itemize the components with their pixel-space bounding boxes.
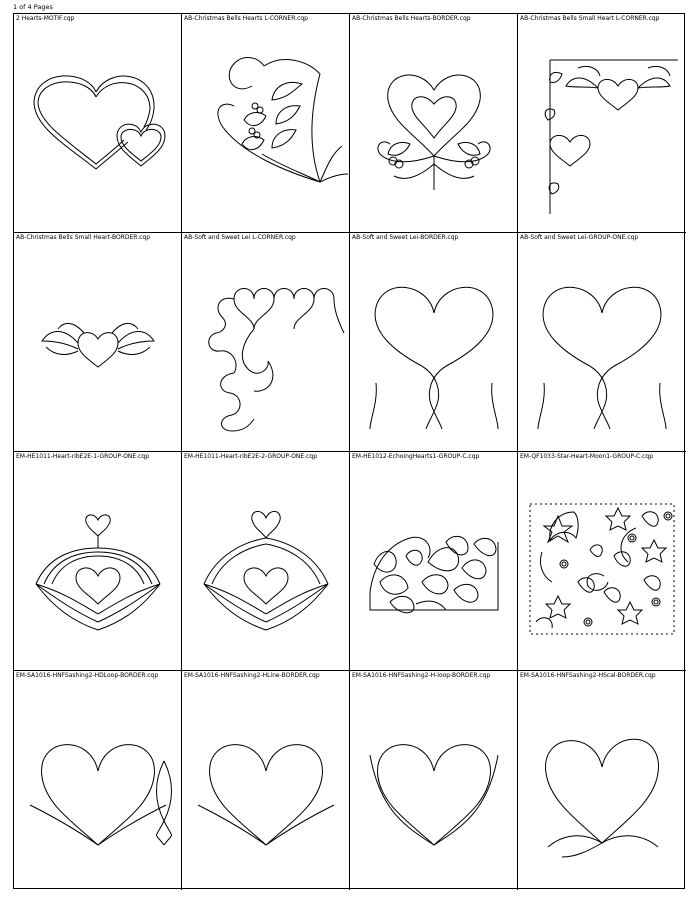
sashing-hdloop-icon <box>14 671 182 890</box>
design-filename: 2 Hearts-MOTIF.cqp <box>16 15 75 22</box>
design-cell[interactable] <box>518 671 686 890</box>
design-cell[interactable] <box>182 14 350 233</box>
design-filename: EM-SA1016-HNFSashing2-HLine-BORDER.cqp <box>184 672 320 679</box>
sashing-hscal-icon <box>518 671 686 890</box>
design-filename: EM-SA1016-HNFSashing2-H-loop-BORDER.cqp <box>352 672 491 679</box>
design-filename: EM-HE1012-EchoingHearts1-GROUP-C.cqp <box>352 453 480 460</box>
design-filename: AB-Christmas Bells Small Heart-BORDER.cqp <box>16 234 151 241</box>
design-cell[interactable] <box>182 233 350 452</box>
design-filename: EM-HE1011-Heart-ribE2E-1-GROUP-ONE.cqp <box>16 453 150 460</box>
design-filename: EM-QF1033-Star-Heart-Moon1-GROUP-C.cqp <box>520 453 654 460</box>
page-count: 1 of 4 Pages <box>13 3 53 11</box>
lei-corner-icon <box>182 233 350 452</box>
design-filename: EM-HE1011-Heart-ribE2E-2-GROUP-ONE.cqp <box>184 453 318 460</box>
sashing-hloop-icon <box>350 671 518 890</box>
design-filename: EM-SA1016-HNFSashing2-HScal-BORDER.cqp <box>520 672 656 679</box>
lei-border-icon <box>350 233 518 452</box>
design-filename: AB-Christmas Bells Hearts L-CORNER.cqp <box>184 15 308 22</box>
small-heart-border-icon <box>14 233 182 452</box>
design-cell[interactable] <box>350 452 518 671</box>
design-filename: EM-SA1016-HNFSashing2-HDLoop-BORDER.cqp <box>16 672 159 679</box>
bells-heart-border-icon <box>350 14 518 233</box>
design-cell[interactable] <box>350 671 518 890</box>
heart-rib-2-icon <box>182 452 350 671</box>
design-cell[interactable] <box>14 14 182 233</box>
hearts-motif-icon <box>14 14 182 233</box>
design-cell[interactable] <box>182 671 350 890</box>
design-cell[interactable] <box>350 14 518 233</box>
design-cell[interactable] <box>518 14 686 233</box>
design-cell[interactable] <box>518 452 686 671</box>
sashing-hline-icon <box>182 671 350 890</box>
echoing-hearts-icon <box>350 452 518 671</box>
design-cell[interactable] <box>182 452 350 671</box>
design-filename: AB-Soft and Sweet Lei-BORDER.cqp <box>352 234 459 241</box>
design-filename: AB-Christmas Bells Small Heart L-CORNER.cqp <box>520 15 660 22</box>
design-cell[interactable] <box>14 671 182 890</box>
design-cell[interactable] <box>518 233 686 452</box>
design-cell[interactable] <box>14 233 182 452</box>
design-cell[interactable] <box>350 233 518 452</box>
star-heart-moon-icon <box>518 452 686 671</box>
bells-heart-corner-icon <box>182 14 350 233</box>
design-cell[interactable] <box>14 452 182 671</box>
heart-rib-1-icon <box>14 452 182 671</box>
small-heart-corner-icon <box>518 14 686 233</box>
design-filename: AB-Soft and Sweet Lei-GROUP-ONE.cqp <box>520 234 639 241</box>
lei-group-icon <box>518 233 686 452</box>
design-filename: AB-Christmas Bells Hearts-BORDER.cqp <box>352 15 471 22</box>
design-grid <box>13 13 685 889</box>
design-filename: AB-Soft and Sweet Lei L-CORNER.cqp <box>184 234 296 241</box>
